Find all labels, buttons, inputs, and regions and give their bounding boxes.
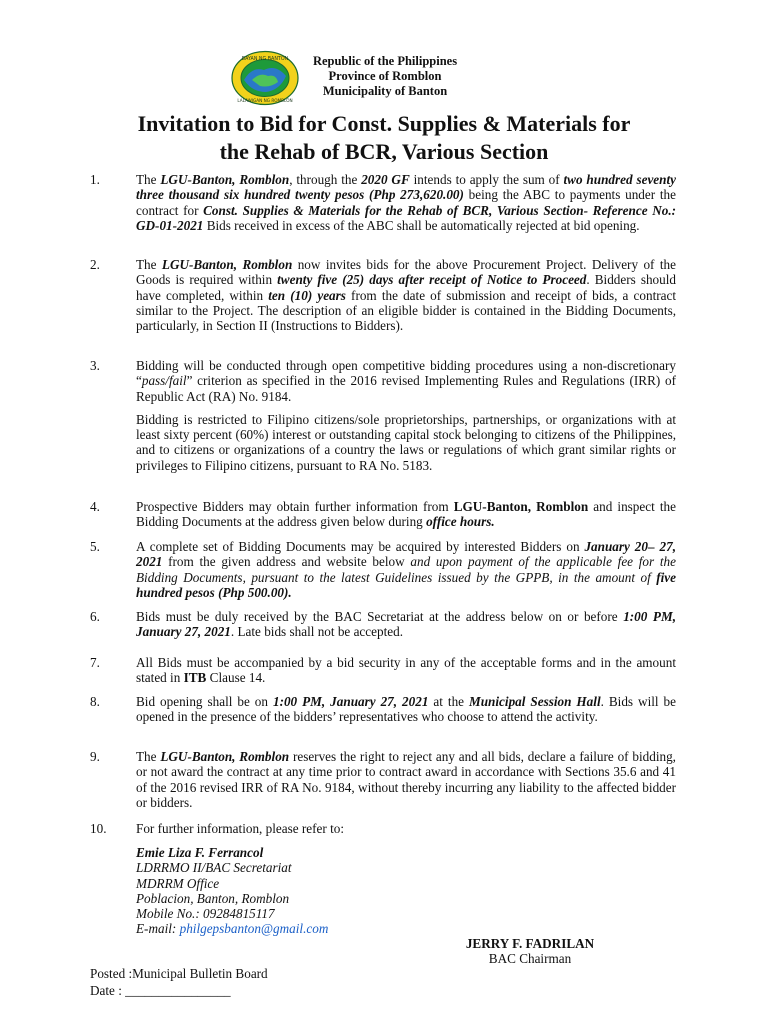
list-item-1: 1. The LGU-Banton, Romblon, through the 2020 GF intends to apply the sum of two hundred seventy three thousand six hundred twenty pesos (Php 273,620.00) being the ABC to payments under the contract for Const. Supplies & Materials for the Rehab of BCR, Various Section- Reference No.: GD-01-2021 Bids received in excess of the ABC shall be automatically rejected at bid opening. bbox=[90, 172, 677, 233]
svg-text:LALAWIGAN NG ROMBLON: LALAWIGAN NG ROMBLON bbox=[237, 98, 293, 103]
list-item-3: 3. Bidding will be conducted through open competitive bidding procedures using a non-discretionary “pass/fail” criterion as specified in the 2016 revised Implementing Rules and Regulations (IRR) of Republic Act (RA) No. 9184. Bidding is restricted to Filipino citizens/sole proprietorships, partnerships, or organizations with at least sixty percent (60%) interest or outstanding capital stock belonging to citizens of the Philippines, and to citizens or organizations of a country the laws or regulations of which grant similar rights or privileges to Filipino citizens, pursuant to RA No. 5183. bbox=[90, 358, 676, 473]
item-number: 6. bbox=[90, 609, 100, 624]
municipal-seal-icon bbox=[230, 50, 300, 106]
list-item-2: 2. The LGU-Banton, Romblon now invites bids for the above Procurement Project. Delivery of the Goods is required within twenty five (25) days after receipt of Notice to Proceed. Bidders should have completed, within ten (10) years from the date of submission and receipt of bids, a contract similar to the Project. The description of an eligible bidder is contained in the Bidding Documents, particularly, in Section II (Instructions to Bidders). bbox=[90, 257, 676, 334]
title-line-1: Invitation to Bid for Const. Supplies & Materials for bbox=[137, 111, 631, 136]
contact-position: LDRRMO II/BAC Secretariat bbox=[136, 860, 292, 876]
item-number: 10. bbox=[90, 821, 107, 836]
contact-block bbox=[136, 845, 328, 937]
page-title bbox=[60, 110, 708, 166]
signatory-title: BAC Chairman bbox=[488, 951, 572, 967]
item-number: 2. bbox=[90, 257, 100, 272]
list-item-5: 5. A complete set of Bidding Documents may be acquired by interested Bidders on January 20– 27, 2021 from the given address and website below and upon payment of the applicable fee for the Bidding Documents, pursuant to the latest Guidelines issued by the GPPB, in the amount of five hundred pesos (Php 500.00). bbox=[90, 539, 676, 600]
email-link[interactable]: philgepsbanton@gmail.com bbox=[179, 921, 329, 937]
title-line-2: the Rehab of BCR, Various Section bbox=[219, 139, 549, 164]
header-province: Province of Romblon bbox=[328, 69, 442, 83]
svg-text:BAYAN NG BANTON: BAYAN NG BANTON bbox=[241, 57, 289, 62]
contact-mobile: Mobile No.: 09284815117 bbox=[136, 906, 275, 922]
contact-address: Poblacion, Banton, Romblon bbox=[136, 890, 290, 906]
contact-name: Emie Liza F. Ferrancol bbox=[136, 845, 264, 860]
list-item-10: 10. For further information, please refer to: bbox=[90, 821, 344, 836]
list-item-6: 6. Bids must be duly received by the BAC Secretariat at the address below on or before 1:00 PM, January 27, 2021. Late bids shall not be accepted. bbox=[90, 609, 676, 640]
list-item-4: 4. Prospective Bidders may obtain further information from LGU-Banton, Romblon and inspect the Bidding Documents at the address given below during office hours. bbox=[90, 499, 676, 530]
item-number: 9. bbox=[90, 749, 100, 764]
item-number: 7. bbox=[90, 655, 100, 670]
posting-info bbox=[90, 965, 268, 999]
email-label: E-mail: bbox=[136, 921, 180, 937]
posted-date: Date : ________________ bbox=[90, 983, 231, 998]
item-number: 1. bbox=[90, 172, 100, 187]
item-number: 4. bbox=[90, 499, 100, 514]
header-municipality: Municipality of Banton bbox=[322, 84, 448, 98]
contact-office: MDRRM Office bbox=[136, 875, 220, 891]
item-number: 5. bbox=[90, 539, 100, 554]
list-item-8: 8. Bid opening shall be on 1:00 PM, January 27, 2021 at the Municipal Session Hall. Bids will be opened in the presence of the bidders’ representatives who choose to attend the activity. bbox=[90, 694, 676, 725]
list-item-9: 9. The LGU-Banton, Romblon reserves the right to reject any and all bids, declare a failure of bidding, or not award the contract at any time prior to contract award in accordance with Sections 35.6 and 41 of the 2016 revised IRR of RA No. 9184, without thereby incurring any liability to the affected bidder or bidders. bbox=[90, 749, 676, 810]
header-country: Republic of the Philippines bbox=[312, 54, 458, 68]
item-number: 8. bbox=[90, 694, 100, 709]
list-item-7: 7. All Bids must be accompanied by a bid security in any of the acceptable forms and in the amount stated in ITB Clause 14. bbox=[90, 655, 676, 686]
government-header bbox=[300, 54, 470, 99]
posted-location: Posted :Municipal Bulletin Board bbox=[90, 966, 268, 981]
item-number: 3. bbox=[90, 358, 100, 373]
signatory-block bbox=[430, 936, 630, 967]
item-3-paragraph-2: Bidding is restricted to Filipino citizens/sole proprietorships, partnerships, or organizations with at least sixty percent (60%) interest or outstanding capital stock belonging to citizens of the Philippines, and to citizens or organizations of a country the laws or regulations of which grant similar rights or privileges to Filipino citizens, pursuant to RA No. 5183. bbox=[136, 411, 676, 473]
signatory-name: JERRY F. FADRILAN bbox=[465, 936, 595, 951]
